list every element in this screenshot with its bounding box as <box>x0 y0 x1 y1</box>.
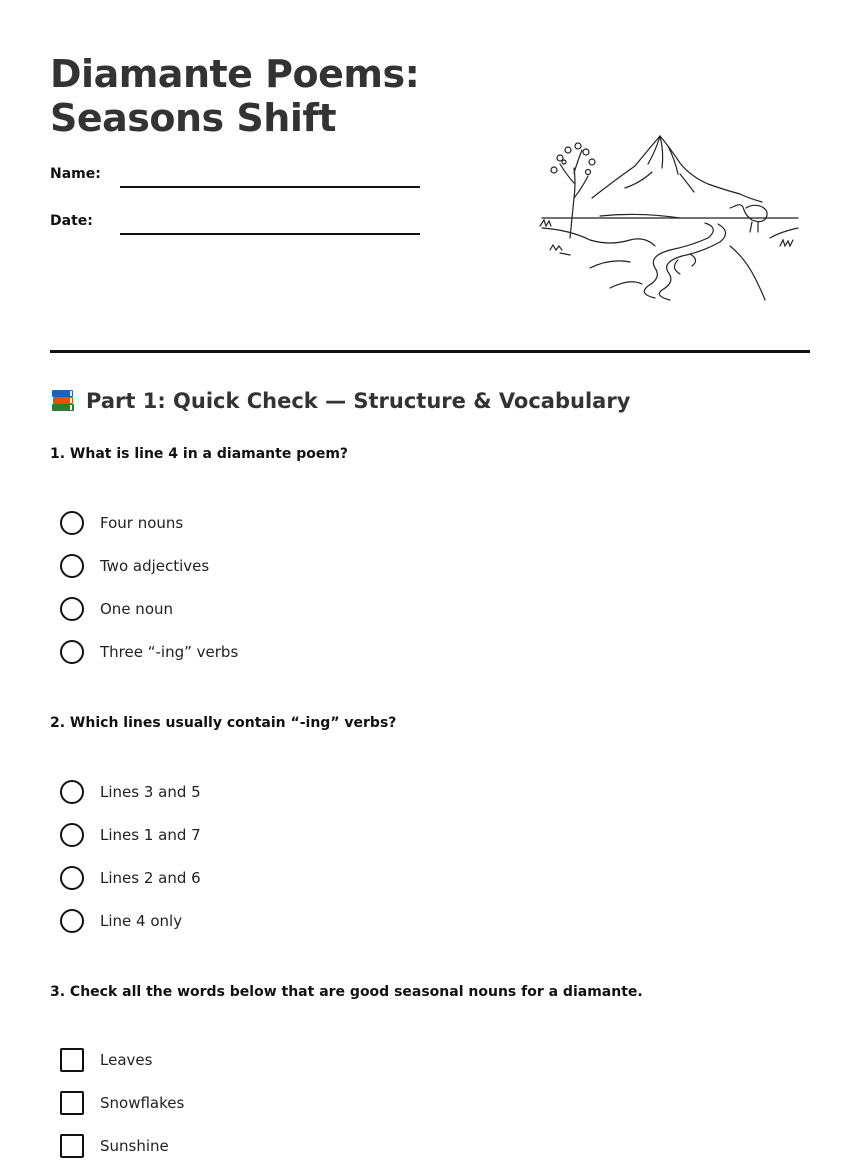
q3-option-1[interactable] <box>60 1048 152 1072</box>
radio-button[interactable] <box>60 823 84 847</box>
option-label: Lines 3 and 5 <box>100 783 201 801</box>
option-label: Lines 1 and 7 <box>100 826 201 844</box>
option-label: One noun <box>100 600 174 618</box>
name-label: Name: <box>50 166 101 182</box>
name-field[interactable] <box>120 186 420 188</box>
q2-option-2[interactable] <box>60 823 201 847</box>
q1-option-2[interactable] <box>60 554 209 578</box>
title-line-2: Seasons Shift <box>50 96 337 140</box>
date-field[interactable] <box>120 233 420 235</box>
checkbox[interactable] <box>60 1048 84 1072</box>
radio-button[interactable] <box>60 780 84 804</box>
checkbox[interactable] <box>60 1134 84 1158</box>
radio-button[interactable] <box>60 597 84 621</box>
option-label: Four nouns <box>100 514 184 532</box>
page-title <box>50 52 419 140</box>
title-line-1: Diamante Poems: <box>50 52 420 96</box>
option-label: Sunshine <box>100 1137 169 1155</box>
option-label: Three “-ing” verbs <box>100 643 239 661</box>
q1-option-1[interactable] <box>60 511 183 535</box>
option-label: Line 4 only <box>100 912 183 930</box>
q3-option-2[interactable] <box>60 1091 184 1115</box>
radio-button[interactable] <box>60 909 84 933</box>
option-label: Leaves <box>100 1051 153 1069</box>
radio-button[interactable] <box>60 866 84 890</box>
option-label: Two adjectives <box>100 557 210 575</box>
q3-option-3[interactable] <box>60 1134 169 1158</box>
section-divider <box>50 350 810 353</box>
date-label: Date: <box>50 213 93 229</box>
landscape-illustration <box>530 128 810 306</box>
radio-button[interactable] <box>60 640 84 664</box>
q2-option-1[interactable] <box>60 780 201 804</box>
question-3: 3. Check all the words below that are good seasonal nouns for a diamante. <box>50 984 643 1000</box>
option-label: Lines 2 and 6 <box>100 869 201 887</box>
q2-option-4[interactable] <box>60 909 182 933</box>
question-1: 1. What is line 4 in a diamante poem? <box>50 446 349 462</box>
question-2: 2. Which lines usually contain “-ing” verbs? <box>50 715 397 731</box>
option-label: Snowflakes <box>100 1094 185 1112</box>
books-icon <box>50 388 76 414</box>
q1-option-3[interactable] <box>60 597 173 621</box>
q2-option-3[interactable] <box>60 866 201 890</box>
q1-option-4[interactable] <box>60 640 238 664</box>
section-title-text: Part 1: Quick Check — Structure & Vocabulary <box>86 389 631 413</box>
section-title <box>50 388 630 414</box>
checkbox[interactable] <box>60 1091 84 1115</box>
radio-button[interactable] <box>60 511 84 535</box>
radio-button[interactable] <box>60 554 84 578</box>
